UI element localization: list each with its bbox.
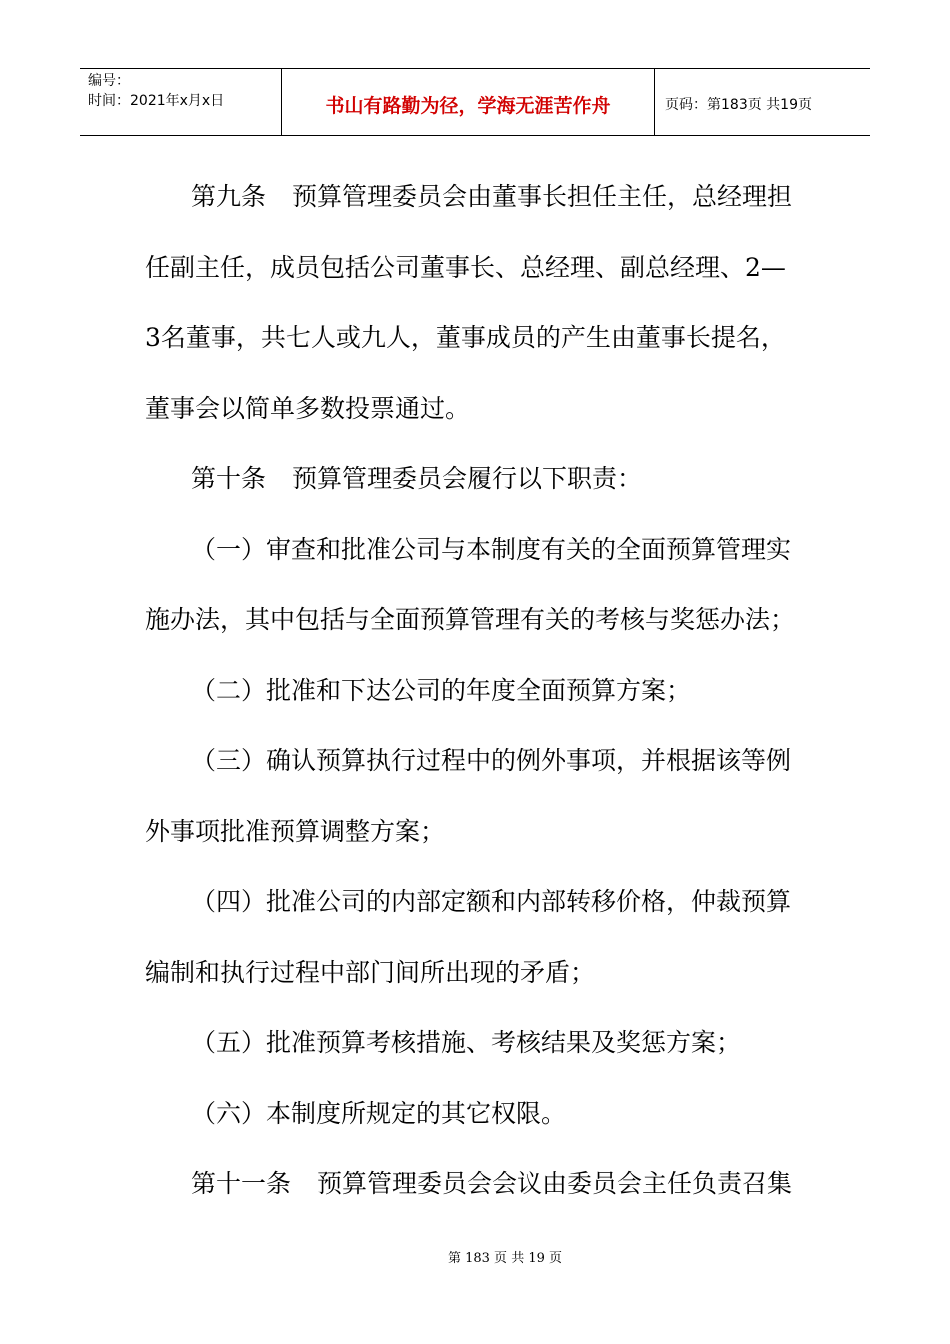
article-heading: 第十一条 [191,1169,292,1198]
document-body [145,162,815,1220]
article-9-line-1 [145,162,815,233]
duty-3-line-1: （三）确认预算执行过程中的例外事项，并根据该等例 [191,746,792,775]
duty-3-line-2: 外事项批准预算调整方案； [145,816,446,846]
article-10-line-1 [145,444,815,515]
duty-6: （六）本制度所规定的其它权限。 [191,1098,567,1128]
article-text: 预算管理委员会由董事长担任主任，总经理担 [292,182,793,211]
article-9-line-4: 董事会以简单多数投票通过。 [145,393,471,423]
document-header [80,68,870,136]
article-text: 预算管理委员会履行以下职责： [292,464,643,493]
article-11-line-1 [145,1149,815,1220]
article-heading: 第十条 [191,464,267,493]
article-heading: 第九条 [191,182,267,211]
article-9-line-2: 任副主任，成员包括公司董事长、总经理、副总经理、2— [145,252,786,282]
document-date-label: 时间：2021年x月x日 [88,93,225,109]
duty-5: （五）批准预算考核措施、考核结果及奖惩方案； [191,1028,742,1057]
document-number-label: 编号： [88,73,130,89]
header-page-info: 页码：第183页 共19页 [665,97,812,113]
article-9-line-3: 3名董事，共七人或九人，董事成员的产生由董事长提名， [145,323,786,352]
header-motto: 书山有路勤为径，学海无涯苦作舟 [282,69,655,135]
header-meta [80,69,282,135]
article-text: 预算管理委员会会议由委员会主任负责召集 [317,1169,793,1198]
duty-4-line-1: （四）批准公司的内部定额和内部转移价格，仲裁预算 [191,887,792,916]
duty-4-line-2: 编制和执行过程中部门间所出现的矛盾； [145,957,596,987]
page-footer: 第 183 页 共 19 页 [447,1251,563,1266]
duty-1-line-2: 施办法，其中包括与全面预算管理有关的考核与奖惩办法； [145,605,796,634]
duty-2: （二）批准和下达公司的年度全面预算方案； [191,675,692,705]
duty-1-line-1: （一）审查和批准公司与本制度有关的全面预算管理实 [191,534,792,564]
